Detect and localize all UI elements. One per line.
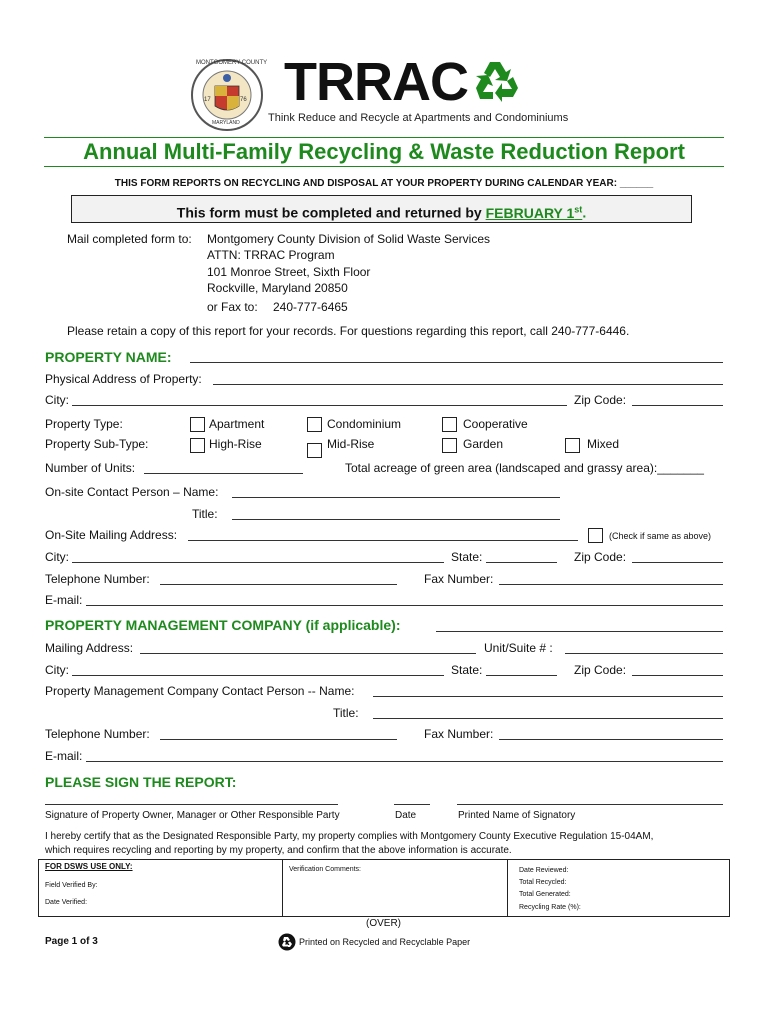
mgmt-contact-field[interactable]: [373, 696, 723, 697]
mgmt-email-field[interactable]: [86, 761, 723, 762]
date-label: Date: [395, 810, 417, 821]
mixed-checkbox[interactable]: [565, 438, 580, 453]
mgmt-name-field[interactable]: [436, 631, 723, 632]
mgmt-fax-label: Fax Number:: [424, 727, 494, 741]
over-label: (OVER): [366, 918, 401, 929]
mgmt-phone-label: Telephone Number:: [45, 727, 150, 741]
city-label: City:: [45, 393, 69, 407]
printed-on-recycled: Printed on Recycled and Recyclable Paper: [299, 937, 471, 947]
verification-comments-label: Verification Comments:: [289, 866, 361, 873]
state-label: State:: [451, 550, 483, 564]
acreage-label: Total acreage of green area (landscaped and grassy area):_______: [345, 461, 704, 475]
mgmt-heading: PROPERTY MANAGEMENT COMPANY (if applicable):: [45, 617, 401, 633]
mid-rise-checkbox[interactable]: [307, 443, 322, 458]
seal-text-bottom: MARYLAND: [212, 120, 240, 126]
mgmt-city-label: City:: [45, 663, 69, 677]
contact-name-field[interactable]: [232, 497, 560, 498]
units-label: Number of Units:: [45, 461, 136, 475]
phone-field[interactable]: [160, 584, 397, 585]
email-field[interactable]: [86, 605, 723, 606]
mail-label: Mail completed form to:: [67, 232, 192, 246]
contact-title-field[interactable]: [232, 519, 560, 520]
cooperative-label: Cooperative: [463, 417, 528, 431]
mixed-label: Mixed: [587, 437, 620, 451]
physical-address-field[interactable]: [213, 384, 723, 385]
total-generated-label: Total Generated:: [519, 891, 571, 898]
high-rise-checkbox[interactable]: [190, 438, 205, 453]
fax-field[interactable]: [499, 584, 723, 585]
zip2-label: Zip Code:: [574, 550, 627, 564]
office-use-table: [38, 859, 730, 917]
condominium-checkbox[interactable]: [307, 417, 322, 432]
units-field[interactable]: [144, 473, 303, 474]
recycled-paper-icon: [278, 933, 296, 951]
fax-number: 240-777-6465: [273, 300, 348, 314]
date-reviewed-label: Date Reviewed:: [519, 867, 569, 874]
mail-line-1: Montgomery County Division of Solid Waste Services: [207, 232, 490, 246]
onsite-mailing-label: On-Site Mailing Address:: [45, 528, 178, 542]
title-rule-top: [44, 137, 724, 138]
mgmt-title-field[interactable]: [373, 718, 723, 719]
fax-label-field: Fax Number:: [424, 572, 494, 586]
apartment-label: Apartment: [209, 417, 265, 431]
signature-label: Signature of Property Owner, Manager or Other Responsible Party: [45, 810, 340, 821]
sign-heading: PLEASE SIGN THE REPORT:: [45, 774, 237, 790]
mgmt-state-field[interactable]: [486, 675, 557, 676]
mail-line-4: Rockville, Maryland 20850: [207, 281, 348, 295]
seal-year-left: 17: [204, 97, 211, 103]
brand-logo: TRRAC: [284, 52, 468, 112]
printed-name-field[interactable]: [457, 804, 723, 805]
contact-name-label: On-site Contact Person – Name:: [45, 485, 219, 499]
phone-label: Telephone Number:: [45, 572, 150, 586]
deadline-box: This form must be completed and returned by FEBRUARY 1st.: [71, 195, 692, 223]
mgmt-zip-label: Zip Code:: [574, 663, 627, 677]
cooperative-checkbox[interactable]: [442, 417, 457, 432]
office-divider-1: [282, 859, 283, 916]
property-name-heading: PROPERTY NAME:: [45, 349, 172, 365]
mail-line-3: 101 Monroe Street, Sixth Floor: [207, 265, 371, 279]
page-title: Annual Multi-Family Recycling & Waste Reduction Report: [83, 139, 685, 164]
city2-field[interactable]: [72, 562, 444, 563]
mgmt-state-label: State:: [451, 663, 483, 677]
garden-label: Garden: [463, 437, 504, 451]
deadline-date: FEBRUARY 1st: [485, 204, 583, 221]
mgmt-phone-field[interactable]: [160, 739, 397, 740]
mail-line-2: ATTN: TRRAC Program: [207, 248, 335, 262]
office-heading: FOR DSWS USE ONLY:: [45, 862, 133, 871]
page-number: Page 1 of 3: [45, 936, 98, 947]
mgmt-title-label: Title:: [333, 706, 359, 720]
mgmt-city-field[interactable]: [72, 675, 444, 676]
high-rise-label: High-Rise: [209, 437, 262, 451]
retain-note: Please retain a copy of this report for your records. For questions regarding this report, call 240-777-6446.: [67, 324, 630, 338]
email-label: E-mail:: [45, 593, 83, 607]
signature-field[interactable]: [45, 804, 338, 805]
date-verified-label: Date Verified:: [45, 899, 88, 906]
deadline-prefix: This form must be completed and returned by: [176, 204, 486, 221]
subtype-label: Property Sub-Type:: [45, 437, 149, 451]
same-as-above-label: (Check if same as above): [609, 531, 712, 541]
printed-name-label: Printed Name of Signatory: [458, 810, 576, 821]
zip-field[interactable]: [632, 405, 723, 406]
mgmt-unit-field[interactable]: [565, 653, 723, 654]
field-verified-label: Field Verified By:: [45, 882, 98, 889]
apartment-checkbox[interactable]: [190, 417, 205, 432]
mgmt-contact-label: Property Management Company Contact Person -- Name:: [45, 684, 355, 698]
date-field[interactable]: [394, 804, 430, 805]
certify-line-1: I hereby certify that as the Designated Responsible Party, my property complies with Montgomery County Executive Regulation 15-04AM,: [45, 831, 654, 842]
onsite-mailing-field[interactable]: [188, 540, 578, 541]
calendar-year-line: THIS FORM REPORTS ON RECYCLING AND DISPOSAL AT YOUR PROPERTY DURING CALENDAR YEAR: ______: [114, 178, 654, 189]
same-as-above-checkbox[interactable]: [588, 528, 603, 543]
city2-label: City:: [45, 550, 69, 564]
fax-label: or Fax to:: [207, 300, 258, 314]
mgmt-mailing-label: Mailing Address:: [45, 641, 134, 655]
office-divider-2: [507, 859, 508, 916]
mid-rise-label: Mid-Rise: [327, 437, 375, 451]
state-field[interactable]: [486, 562, 557, 563]
title-rule-bottom: [44, 166, 724, 167]
mgmt-fax-field[interactable]: [499, 739, 723, 740]
physical-address-label: Physical Address of Property:: [45, 372, 202, 386]
zip2-field[interactable]: [632, 562, 723, 563]
seal-year-right: 76: [240, 97, 247, 103]
mgmt-zip-field[interactable]: [632, 675, 723, 676]
mgmt-mailing-field[interactable]: [140, 653, 476, 654]
property-name-field[interactable]: [190, 362, 723, 363]
property-type-label: Property Type:: [45, 417, 123, 431]
garden-checkbox[interactable]: [442, 438, 457, 453]
seal-text-top: MONTGOMERY COUNTY: [196, 60, 268, 66]
total-recycled-label: Total Recycled:: [519, 879, 567, 886]
tagline: Think Reduce and Recycle at Apartments and Condominiums: [268, 112, 569, 124]
mgmt-email-label: E-mail:: [45, 749, 83, 763]
city-field[interactable]: [72, 405, 567, 406]
recycling-rate-label: Recycling Rate (%):: [519, 904, 581, 911]
mgmt-unit-label: Unit/Suite # :: [484, 641, 553, 655]
zip-label: Zip Code:: [574, 393, 627, 407]
recycle-icon: [472, 58, 522, 106]
contact-title-label: Title:: [192, 507, 218, 521]
condominium-label: Condominium: [327, 417, 402, 431]
certify-line-2: which requires recycling and reporting by my property, and confirm that the above information is accurate.: [45, 845, 512, 856]
